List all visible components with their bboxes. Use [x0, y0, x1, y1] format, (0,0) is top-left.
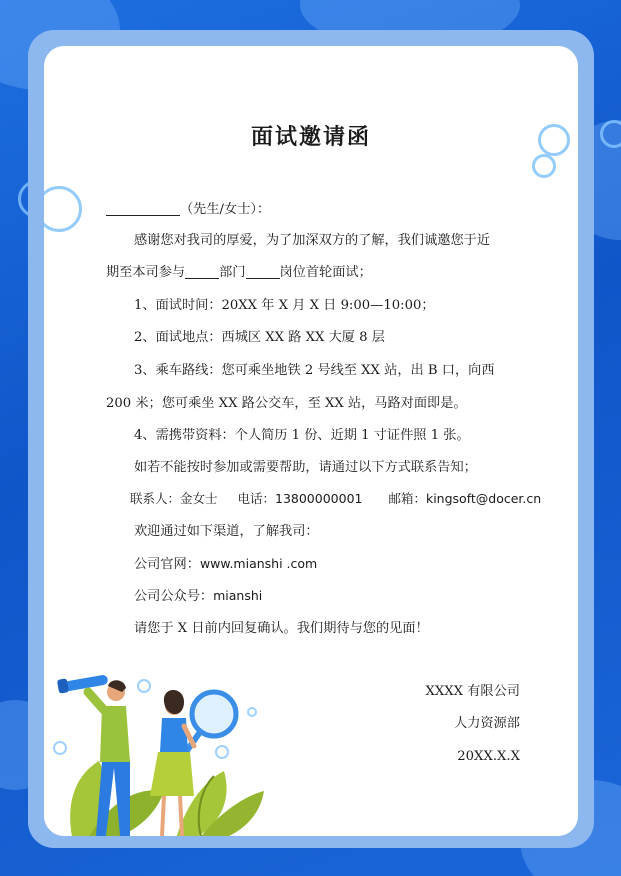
item-location: 2、面试地点：西城区 XX 路 XX 大厦 8 层 — [134, 330, 385, 345]
wechat-account: mianshi — [213, 588, 263, 603]
channels-text: 欢迎通过如下渠道，了解我司： — [134, 524, 319, 539]
salutation: （先生/女士）： — [106, 201, 270, 219]
website-link[interactable]: www.mianshi .com — [199, 556, 318, 571]
deco-bubble — [54, 742, 66, 754]
letter-date: 20XX.X.X — [457, 749, 520, 764]
department-name: 人力资源部 — [454, 716, 520, 731]
intro-line-1: 感谢您对我司的厚爱，为了加深双方的了解，我们诚邀您于近 — [134, 233, 491, 248]
item-time: 1、面试时间：20XX 年 X 月 X 日 9:00—10:00； — [134, 298, 435, 313]
closing-text: 请您于 X 日前内回复确认。我们期待与您的见面！ — [134, 621, 429, 636]
deco-bubble — [138, 680, 150, 692]
deco-bubble — [248, 708, 256, 716]
wechat-line: 公司公众号：mianshi — [134, 588, 263, 604]
bg-ring — [600, 120, 621, 148]
company-name: XXXX 有限公司 — [425, 684, 520, 699]
email-link[interactable]: kingsoft@docer.cn — [425, 491, 542, 506]
intro-line-2: 期至本司参与 部门 岗位首轮面试； — [106, 265, 372, 280]
deco-bubble — [216, 746, 228, 758]
website-line: 公司官网：www.mianshi .com — [134, 556, 318, 572]
letter-paper — [44, 46, 578, 836]
help-text: 如若不能按时参加或需要帮助，请通过以下方式联系告知； — [134, 460, 477, 475]
recruitment-illustration — [44, 46, 578, 836]
contact-line: 联系人：金女士 电话：13800000001 邮箱：kingsoft@docer.cn — [130, 491, 542, 506]
item-route-line-2: 200 米；您可乘坐 XX 路公交车，至 XX 站，马路对面即是。 — [106, 396, 467, 411]
item-route-line-1: 3、乘车路线：您可乘坐地铁 2 号线至 XX 站，出 B 口，向西 — [134, 363, 495, 378]
item-materials: 4、需携带资料：个人简历 1 份、近期 1 寸证件照 1 张。 — [134, 428, 470, 443]
letter-title: 面试邀请函 — [250, 124, 371, 150]
